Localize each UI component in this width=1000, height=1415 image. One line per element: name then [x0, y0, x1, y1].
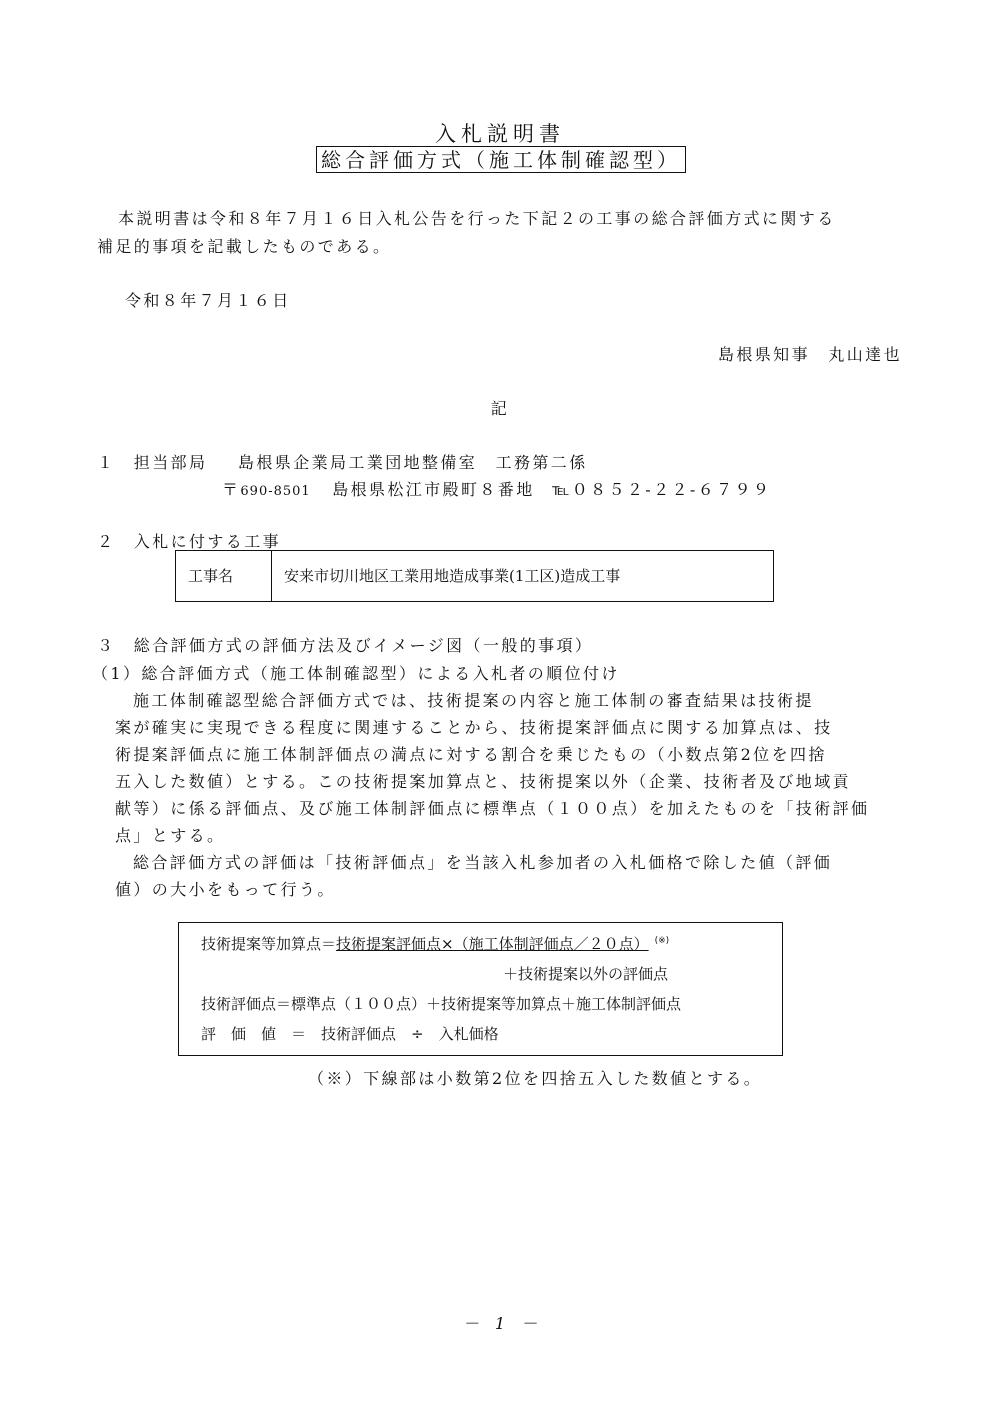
body-line: 値）の大小をもって行う。	[115, 880, 336, 899]
section1-department: 島根県企業局工業団地整備室 工務第二係	[238, 453, 588, 472]
ki-marker: 記	[490, 399, 510, 418]
section3-heading: ３ 総合評価方式の評価方法及びイメージ図（一般的事項）	[97, 636, 594, 655]
formula-l1-underlined: 技術提案評価点×（施工体制評価点／２０点）	[336, 935, 649, 953]
footnote: （※）下線部は小数第2位を四捨五入した数値とする。	[308, 1069, 763, 1088]
intro-line-1: 本説明書は令和８年７月１６日入札公告を行った下記２の工事の総合評価方式に関する	[118, 209, 836, 228]
formula-l1-mark: (※)	[654, 936, 670, 946]
postal-code: 690-8501	[240, 484, 311, 499]
section3-sub1: （1）総合評価方式（施工体制確認型）による入札者の順位付け	[92, 664, 620, 683]
body-line: 五入した数値）とする。この技術提案加算点と、技術提案以外（企業、技術者及び地域貢	[115, 772, 852, 791]
tel-mark: ℡	[552, 480, 572, 499]
tel-number: ０８５２-２２-６７９９	[571, 480, 772, 499]
formula-line-3: 技術評価点＝標準点（１００点）＋技術提案等加算点＋施工体制評価点	[201, 995, 682, 1013]
formula-line-2: ＋技術提案以外の評価点	[503, 965, 669, 983]
postal-mark: 〒	[222, 480, 241, 499]
intro-line-2: 補足的事項を記載したものである。	[97, 237, 392, 256]
work-table	[175, 550, 774, 602]
body-line: 術提案評価点に施工体制評価点の満点に対する割合を乗じたもの（小数点第2位を四捨	[115, 745, 827, 764]
document-title: 入札説明書	[435, 122, 565, 146]
section1-contact	[222, 477, 771, 500]
signatory: 島根県知事 丸山達也	[717, 345, 902, 364]
formula-box	[178, 922, 783, 1056]
formula-line-4: 評 価 値 ＝ 技術評価点 ÷ 入札価格	[201, 1025, 499, 1043]
section2-heading: ２ 入札に付する工事	[97, 532, 282, 551]
formula-l1-left: 技術提案等加算点＝	[201, 935, 337, 953]
work-table-label: 工事名	[176, 551, 272, 601]
body-line: 施工体制確認型総合評価方式では、技術提案の内容と施工体制の審査結果は技術提	[133, 691, 814, 710]
formula-line-1	[201, 933, 669, 954]
body-line: 総合評価方式の評価は「技術評価点」を当該入札参加者の入札価格で除した値（評価	[133, 853, 833, 872]
body-line: 案が確実に実現できる程度に関連することから、技術提案評価点に関する加算点は、技	[115, 718, 833, 737]
issue-date: 令和８年７月１６日	[125, 291, 291, 310]
document-subtitle-boxed: 総合評価方式（施工体制確認型）	[316, 146, 686, 173]
work-table-value: 安来市切川地区工業用地造成事業(1工区)造成工事	[284, 567, 621, 585]
page-number: － 1 －	[462, 1314, 538, 1333]
section1-heading: １ 担当部局	[97, 453, 208, 472]
body-line: 献等）に係る評価点、及び施工体制評価点に標準点（１００点）を加えたものを「技術評価	[115, 799, 870, 818]
body-line: 点」とする。	[115, 826, 226, 845]
address: 島根県松江市殿町８番地	[332, 480, 535, 499]
